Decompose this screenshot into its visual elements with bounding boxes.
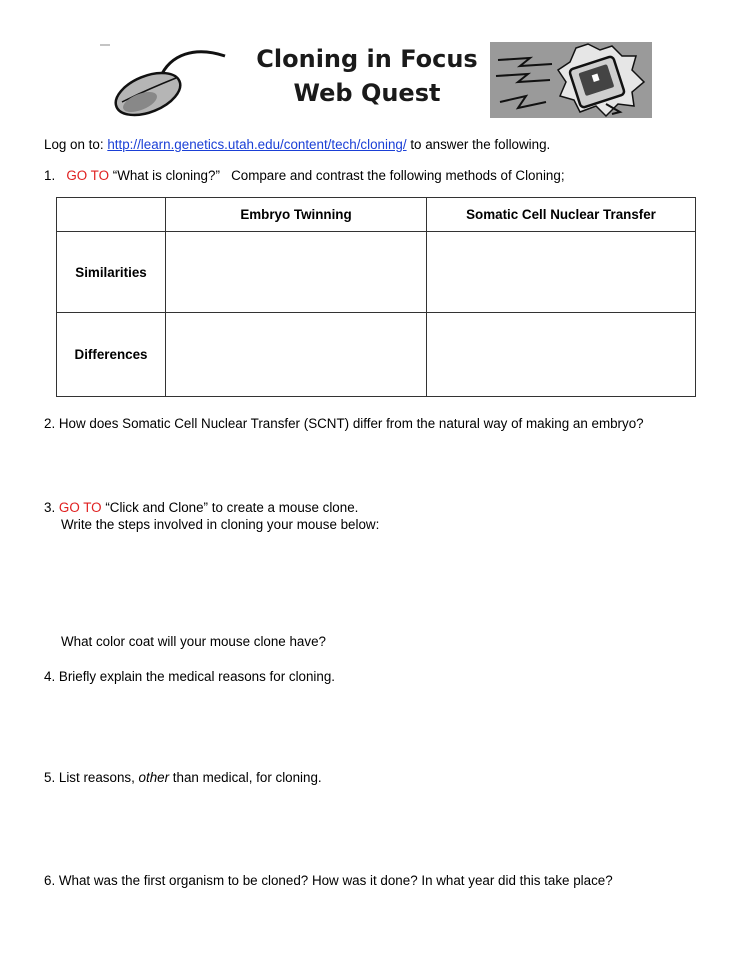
question-3 <box>44 500 358 515</box>
question-6: 6. What was the first organism to be cloned? How was it done? In what year did this take place? <box>44 873 613 888</box>
q1-number: 1. <box>44 168 56 183</box>
q1-goto: GO TO <box>66 168 110 183</box>
q3-text: “Click and Clone” to create a mouse clone. <box>105 500 359 515</box>
answer-cell-similarities-embryo[interactable] <box>166 232 427 313</box>
row-label-similarities: Similarities <box>57 232 166 313</box>
q5-suffix: than medical, for cloning. <box>169 770 322 785</box>
comparison-table <box>56 197 696 397</box>
question-2: 2. How does Somatic Cell Nuclear Transfer (SCNT) differ from the natural way of making an embryo? <box>44 416 644 431</box>
intro-suffix: to answer the following. <box>410 137 551 152</box>
q3-number: 3. <box>44 500 56 515</box>
column-header-scnt: Somatic Cell Nuclear Transfer <box>427 198 696 232</box>
answer-cell-similarities-scnt[interactable] <box>427 232 696 313</box>
answer-cell-differences-embryo[interactable] <box>166 313 427 397</box>
question-5 <box>44 770 322 785</box>
q3-goto: GO TO <box>58 500 102 515</box>
q5-emphasis: other <box>138 770 170 785</box>
question-3-line3: What color coat will your mouse clone have? <box>61 634 326 649</box>
table-row <box>57 232 696 313</box>
row-label-differences: Differences <box>57 313 166 397</box>
table-header-row <box>57 198 696 232</box>
question-3-line2: Write the steps involved in cloning your mouse below: <box>61 517 380 532</box>
answer-cell-differences-scnt[interactable] <box>427 313 696 397</box>
computer-mouse-icon <box>110 65 187 118</box>
banner-title-line1: Cloning in Focus <box>256 45 478 73</box>
q5-prefix: 5. List reasons, <box>44 770 139 785</box>
header-banner <box>100 42 652 118</box>
question-1 <box>44 168 565 183</box>
table-row <box>57 313 696 397</box>
question-4: 4. Briefly explain the medical reasons for cloning. <box>44 669 336 684</box>
q1-text: “What is cloning?” Compare and contrast the following methods of Cloning; <box>112 168 565 183</box>
table-corner-cell <box>57 198 166 232</box>
cloning-url-link[interactable]: http://learn.genetics.utah.edu/content/tech/cloning/ <box>107 137 407 152</box>
intro-prefix: Log on to: <box>44 137 104 152</box>
intro-line <box>44 137 550 152</box>
banner-title-line2: Web Quest <box>293 79 441 107</box>
column-header-embryo-twinning: Embryo Twinning <box>166 198 427 232</box>
